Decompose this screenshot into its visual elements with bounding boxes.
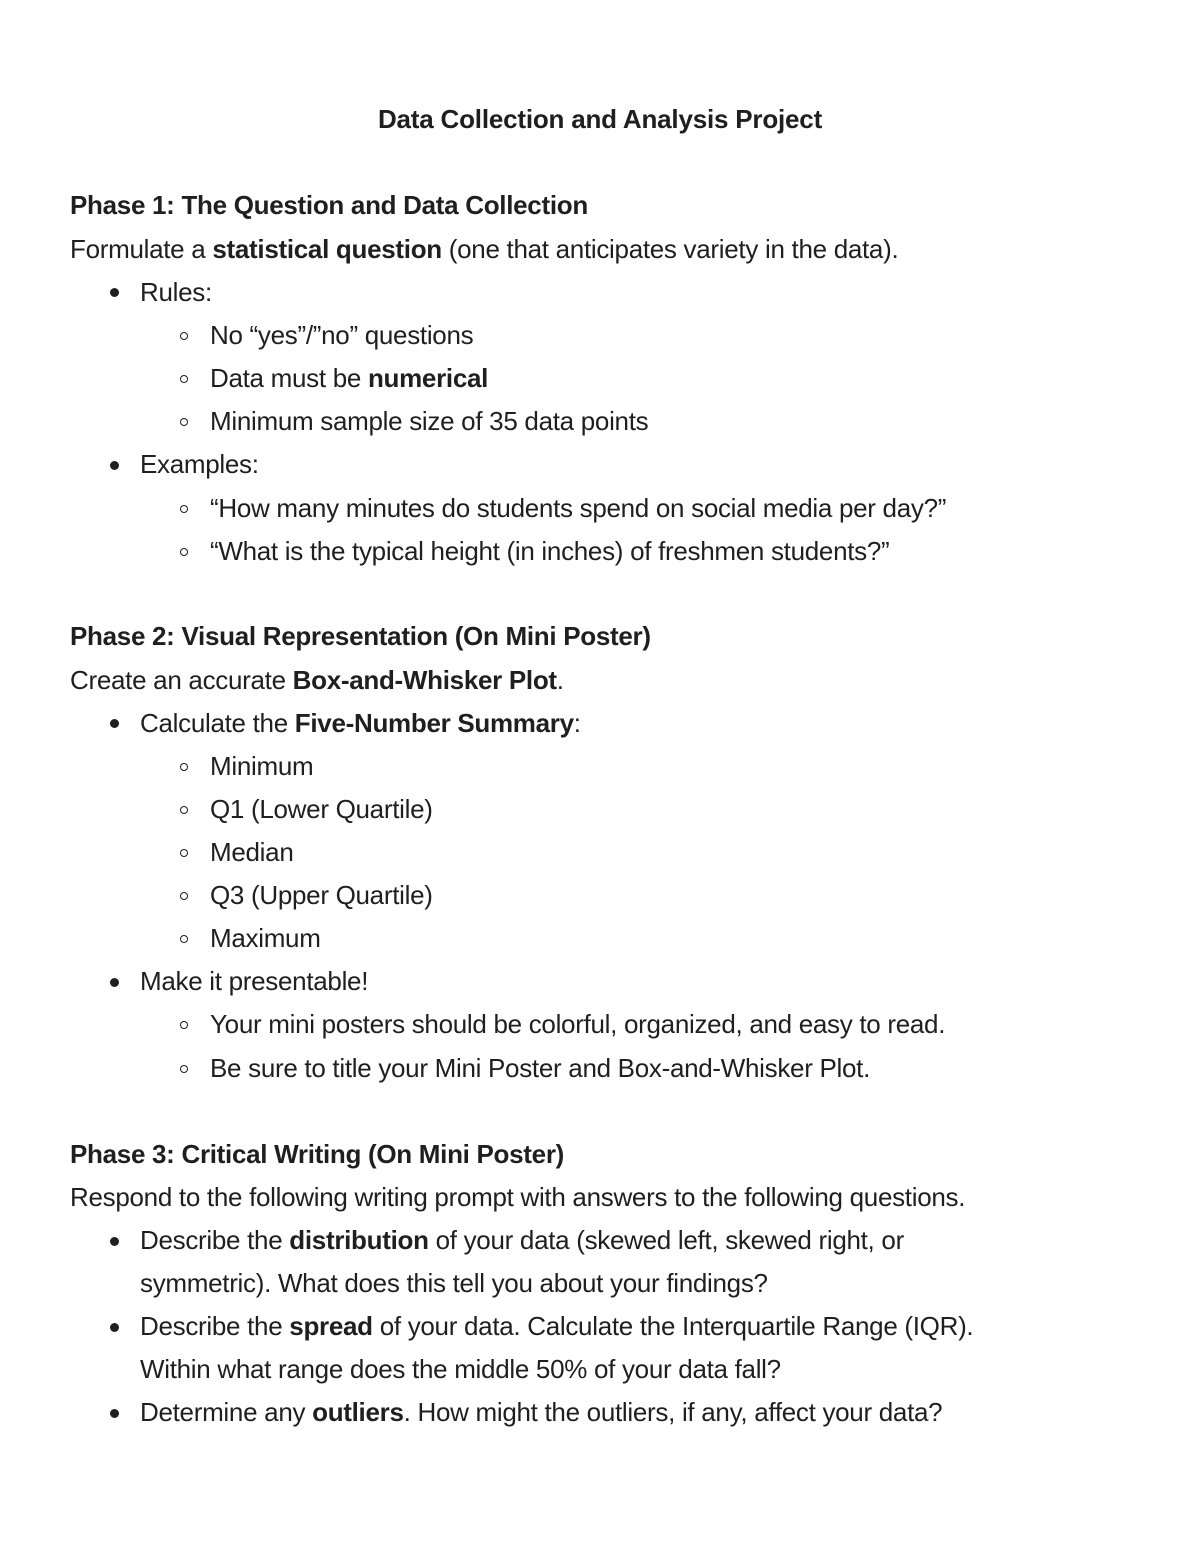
presentable-item: Your mini posters should be colorful, organized, and easy to read. (210, 1009, 946, 1039)
circle-bullet-icon (180, 892, 188, 900)
question-text-end: of your data (skewed left, skewed right, or (428, 1225, 904, 1255)
summary-item: Q1 (Lower Quartile) (210, 794, 433, 824)
phase2-intro-text: Create an accurate (70, 665, 293, 695)
question-text: Describe the (140, 1311, 290, 1341)
calculate-text: Calculate the (140, 708, 295, 738)
summary-item: Q3 (Upper Quartile) (210, 880, 433, 910)
summary-item: Minimum (210, 751, 314, 781)
phase1-intro-text-end: (one that anticipates variety in the data). (441, 234, 899, 264)
phase1-intro-bold: statistical question (212, 234, 442, 264)
circle-bullet-icon (180, 806, 188, 814)
rules-label: Rules: (140, 277, 212, 307)
bullet-icon (110, 1237, 119, 1246)
bullet-icon (110, 1409, 119, 1418)
question-text-end: of your data. Calculate the Interquartile Range (IQR). (372, 1311, 974, 1341)
circle-bullet-icon (180, 763, 188, 771)
bullet-icon (110, 719, 119, 728)
question-text: Determine any (140, 1397, 313, 1427)
rule-item: Minimum sample size of 35 data points (210, 406, 649, 436)
circle-bullet-icon (180, 418, 188, 426)
presentable-item: Be sure to title your Mini Poster and Box-and-Whisker Plot. (210, 1053, 871, 1083)
examples-label: Examples: (140, 449, 259, 479)
question-continuation: Within what range does the middle 50% of your data fall? (140, 1354, 781, 1384)
rule-item-bold: numerical (367, 363, 489, 393)
phase2-intro-text-end: . (556, 665, 564, 695)
question-text-end: . How might the outliers, if any, affect your data? (403, 1397, 943, 1427)
calculate-item (140, 703, 581, 743)
circle-bullet-icon (180, 548, 188, 556)
question-text: Describe the (140, 1225, 290, 1255)
question-item (140, 1392, 942, 1432)
bullet-icon (110, 978, 119, 987)
summary-item: Median (210, 837, 294, 867)
example-item: “What is the typical height (in inches) of freshmen students?” (210, 536, 890, 566)
phase1-heading: Phase 1: The Question and Data Collection (70, 190, 588, 220)
question-item (140, 1220, 904, 1260)
bullet-icon (110, 1323, 119, 1332)
example-item: “How many minutes do students spend on social media per day?” (210, 493, 947, 523)
question-bold: distribution (289, 1225, 429, 1255)
circle-bullet-icon (180, 1065, 188, 1073)
circle-bullet-icon (180, 935, 188, 943)
rule-item: No “yes”/”no” questions (210, 320, 474, 350)
question-continuation: symmetric). What does this tell you about your findings? (140, 1268, 768, 1298)
phase2-intro (70, 660, 564, 700)
circle-bullet-icon (180, 332, 188, 340)
phase3-heading: Phase 3: Critical Writing (On Mini Poster) (70, 1139, 564, 1169)
calculate-text-end: : (573, 708, 581, 738)
rule-item-text: Data must be (210, 363, 368, 393)
phase2-heading: Phase 2: Visual Representation (On Mini Poster) (70, 621, 651, 651)
circle-bullet-icon (180, 1021, 188, 1029)
phase1-intro (70, 229, 898, 269)
bullet-icon (110, 288, 119, 297)
presentable-label: Make it presentable! (140, 966, 369, 996)
phase1-intro-text: Formulate a (70, 234, 213, 264)
question-item (140, 1306, 973, 1346)
summary-item: Maximum (210, 923, 321, 953)
phase3-intro: Respond to the following writing prompt with answers to the following questions. (70, 1182, 966, 1212)
calculate-bold: Five-Number Summary (294, 708, 574, 738)
question-bold: spread (289, 1311, 373, 1341)
phase2-intro-bold: Box-and-Whisker Plot (292, 665, 557, 695)
circle-bullet-icon (180, 375, 188, 383)
rule-item (210, 358, 488, 398)
document-title: Data Collection and Analysis Project (377, 104, 823, 134)
bullet-icon (110, 461, 119, 470)
circle-bullet-icon (180, 505, 188, 513)
circle-bullet-icon (180, 849, 188, 857)
question-bold: outliers (312, 1397, 404, 1427)
